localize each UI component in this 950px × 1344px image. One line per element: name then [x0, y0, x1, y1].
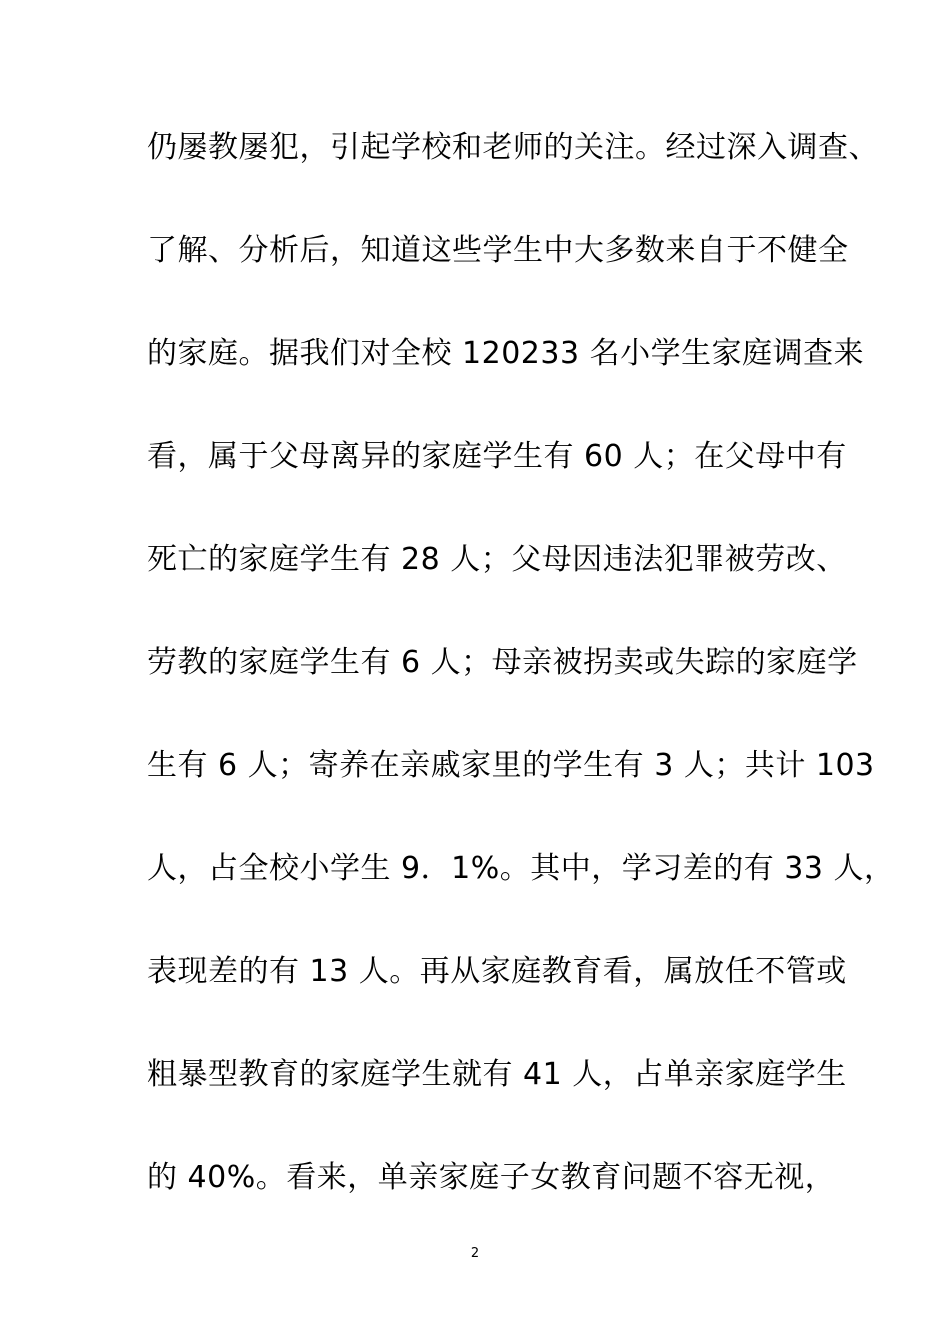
text-line-1: 仍屡教屡犯，引起学校和老师的关注。经过深入调查、 — [147, 130, 879, 165]
text-line-8: 人，占全校小学生 9．1%。其中，学习差的有 33 人， — [147, 851, 895, 886]
text-line-2: 了解、分析后，知道这些学生中大多数来自于不健全 — [147, 233, 849, 268]
text-line-5: 死亡的家庭学生有 28 人；父母因违法犯罪被劳改、 — [147, 542, 847, 577]
text-line-7: 生有 6 人；寄养在亲戚家里的学生有 3 人；共计 103 — [147, 748, 875, 783]
text-line-9: 表现差的有 13 人。再从家庭教育看，属放任不管或 — [147, 954, 847, 989]
page-number: 2 — [470, 1246, 480, 1261]
text-line-4: 看，属于父母离异的家庭学生有 60 人；在父母中有 — [147, 439, 847, 474]
text-line-3: 的家庭。据我们对全校 120233 名小学生家庭调查来 — [147, 336, 865, 371]
text-line-11: 的 40%。看来，单亲家庭子女教育问题不容无视， — [147, 1160, 836, 1195]
text-line-10: 粗暴型教育的家庭学生就有 41 人，占单亲家庭学生 — [147, 1057, 847, 1092]
text-line-6: 劳教的家庭学生有 6 人；母亲被拐卖或失踪的家庭学 — [147, 645, 858, 680]
